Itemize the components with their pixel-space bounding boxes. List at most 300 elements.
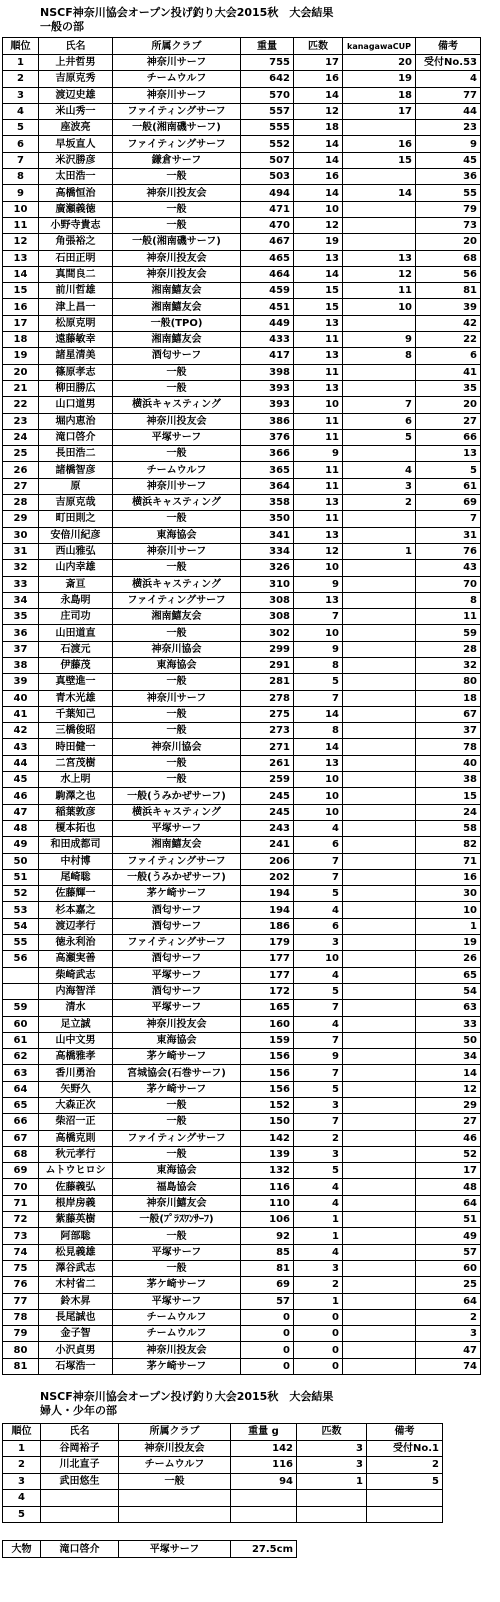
cell-club: 一般	[119, 1473, 231, 1490]
result-row	[3, 853, 481, 869]
cell-note: 82	[416, 837, 481, 853]
cell-count: 2	[294, 1130, 343, 1146]
cell-name: 西山雅弘	[39, 543, 113, 559]
cell-count: 9	[294, 1049, 343, 1065]
header-weight: 重量 g	[231, 1424, 297, 1441]
cell-count: 0	[294, 1326, 343, 1342]
cell-club: 一般	[113, 755, 241, 771]
cell-weight: 206	[241, 853, 294, 869]
cell-weight: 259	[241, 772, 294, 788]
cell-count: 5	[294, 1081, 343, 1097]
cell-count	[297, 1490, 367, 1507]
cell-count: 1	[297, 1473, 367, 1490]
cell-name: 高橋恒治	[39, 185, 113, 201]
result-row	[3, 1212, 481, 1228]
cell-count: 7	[294, 609, 343, 625]
cell-weight: 449	[241, 315, 294, 331]
cell-cup	[343, 169, 416, 185]
cell-club: 神奈川投友会	[113, 1342, 241, 1358]
cell-name: 小野寺貴志	[39, 217, 113, 233]
cell-weight: 364	[241, 478, 294, 494]
cell-name: 中村博	[39, 853, 113, 869]
cell-club: 酒匂サーフ	[113, 902, 241, 918]
cell-name: 座波亮	[39, 120, 113, 136]
cell-note: 59	[416, 625, 481, 641]
cell-club: 一般	[113, 1114, 241, 1130]
cell-name: 吉原克秀	[39, 71, 113, 87]
cell-weight: 755	[241, 55, 294, 71]
result-row	[3, 560, 481, 576]
cell-name: 内海智洋	[39, 983, 113, 999]
cell-cup	[343, 674, 416, 690]
cell-name: 真壁進一	[39, 674, 113, 690]
cell-club: 神奈川サーフ	[113, 87, 241, 103]
cell-note: 60	[416, 1260, 481, 1276]
cell-rank: 81	[3, 1358, 39, 1374]
cell-rank: 79	[3, 1326, 39, 1342]
cell-name: 渡辺孝行	[39, 918, 113, 934]
cell-note: 66	[416, 429, 481, 445]
cell-rank: 39	[3, 674, 39, 690]
header-name: 氏名	[39, 38, 113, 55]
header-weight: 重量	[241, 38, 294, 55]
result-row	[3, 706, 481, 722]
cell-count: 3	[294, 1260, 343, 1276]
result-row	[3, 332, 481, 348]
cell-name: 二宮茂樹	[39, 755, 113, 771]
cell-name: 伊藤茂	[39, 657, 113, 673]
cell-rank: 66	[3, 1114, 39, 1130]
cell-name: 庄司功	[39, 609, 113, 625]
cell-weight: 69	[241, 1277, 294, 1293]
result-row	[3, 511, 481, 527]
result-row	[3, 820, 481, 836]
cell-note: 80	[416, 674, 481, 690]
cell-note: 12	[416, 1081, 481, 1097]
cell-note: 17	[416, 1163, 481, 1179]
cell-club: 酒匂サーフ	[113, 951, 241, 967]
cell-count: 3	[294, 1146, 343, 1162]
result-row	[3, 152, 481, 168]
cell-count: 7	[294, 853, 343, 869]
result-row	[3, 1065, 481, 1081]
cell-weight: 81	[241, 1260, 294, 1276]
cell-count: 3	[297, 1440, 367, 1457]
result-row	[3, 1098, 481, 1114]
cell-cup	[343, 820, 416, 836]
cell-weight: 471	[241, 201, 294, 217]
cell-name	[41, 1490, 119, 1507]
cell-note: 40	[416, 755, 481, 771]
cell-note: 27	[416, 1114, 481, 1130]
cell-club: ファイティングサーフ	[113, 103, 241, 119]
cell-club: 宮城協会(石巻サーフ)	[113, 1065, 241, 1081]
cell-club: 東海協会	[113, 1163, 241, 1179]
cell-note: 22	[416, 332, 481, 348]
header-count: 匹数	[294, 38, 343, 55]
cell-cup	[343, 804, 416, 820]
cell-weight: 570	[241, 87, 294, 103]
cell-note: 19	[416, 935, 481, 951]
cell-note: 47	[416, 1342, 481, 1358]
result-row	[3, 1309, 481, 1325]
cell-name: 永島明	[39, 592, 113, 608]
result-row	[3, 1000, 481, 1016]
cell-weight: 341	[241, 527, 294, 543]
cell-name: 町田則之	[39, 511, 113, 527]
cell-club: 神奈川投友会	[113, 1016, 241, 1032]
cell-weight: 116	[231, 1457, 297, 1474]
cell-weight: 142	[241, 1130, 294, 1146]
cell-count: 11	[294, 478, 343, 494]
cell-name: 米沢勝彦	[39, 152, 113, 168]
cell-rank: 15	[3, 283, 39, 299]
cell-weight: 451	[241, 299, 294, 315]
cell-club: 茅ケ崎サーフ	[113, 1049, 241, 1065]
cell-rank: 2	[3, 71, 39, 87]
cell-weight: 459	[241, 283, 294, 299]
cell-cup	[343, 1081, 416, 1097]
cell-note: 4	[416, 71, 481, 87]
cell-cup	[343, 1114, 416, 1130]
cell-weight: 557	[241, 103, 294, 119]
cell-rank: 1	[3, 1440, 41, 1457]
cell-name: 米山秀一	[39, 103, 113, 119]
result-row	[3, 755, 481, 771]
cell-rank: 54	[3, 918, 39, 934]
cell-rank: 16	[3, 299, 39, 315]
general-subtitle: 一般の部	[40, 20, 84, 33]
cell-note: 20	[416, 397, 481, 413]
cell-club: 福島協会	[113, 1179, 241, 1195]
cell-cup	[343, 120, 416, 136]
cell-note: 29	[416, 1098, 481, 1114]
result-row	[3, 935, 481, 951]
cell-note: 23	[416, 120, 481, 136]
cell-cup	[343, 951, 416, 967]
result-row	[3, 543, 481, 559]
cell-count: 11	[294, 429, 343, 445]
result-row	[3, 1195, 481, 1211]
cell-weight: 470	[241, 217, 294, 233]
cell-note: 14	[416, 1065, 481, 1081]
result-row	[3, 169, 481, 185]
cell-cup	[343, 511, 416, 527]
result-row	[3, 266, 481, 282]
cell-cup	[343, 576, 416, 592]
cell-rank: 72	[3, 1212, 39, 1228]
cell-weight: 358	[241, 495, 294, 511]
cell-count: 8	[294, 723, 343, 739]
cell-rank: 20	[3, 364, 39, 380]
cell-count: 12	[294, 543, 343, 559]
cell-name: 澤谷武志	[39, 1260, 113, 1276]
cell-count: 10	[294, 560, 343, 576]
cell-club: 神奈川投友会	[113, 413, 241, 429]
cell-cup	[343, 641, 416, 657]
cell-cup	[343, 1179, 416, 1195]
cell-rank: 1	[3, 55, 39, 71]
cell-cup	[343, 1065, 416, 1081]
cell-club	[119, 1506, 231, 1523]
cell-weight: 334	[241, 543, 294, 559]
cell-cup	[343, 723, 416, 739]
cell-count: 10	[294, 201, 343, 217]
general-results-table	[2, 37, 481, 1375]
cell-count: 14	[294, 739, 343, 755]
result-row	[3, 657, 481, 673]
result-row	[3, 902, 481, 918]
cell-rank: 70	[3, 1179, 39, 1195]
cell-cup	[343, 1228, 416, 1244]
cell-rank: 46	[3, 788, 39, 804]
cell-weight: 152	[241, 1098, 294, 1114]
cell-weight: 350	[241, 511, 294, 527]
cell-note: 受付No.53	[416, 55, 481, 71]
cell-cup	[343, 1163, 416, 1179]
result-row	[3, 967, 481, 983]
cell-count: 19	[294, 234, 343, 250]
cell-club: 神奈川投友会	[113, 185, 241, 201]
cell-name: 矢野久	[39, 1081, 113, 1097]
result-row	[3, 609, 481, 625]
cell-count: 3	[294, 935, 343, 951]
cell-count: 17	[294, 55, 343, 71]
cell-weight: 464	[241, 266, 294, 282]
cell-club: 横浜キャスティング	[113, 495, 241, 511]
cell-club: 茅ケ崎サーフ	[113, 1277, 241, 1293]
cell-club: 一般	[113, 201, 241, 217]
cell-note: 67	[416, 706, 481, 722]
cell-club: 神奈川サーフ	[113, 55, 241, 71]
result-row	[3, 1358, 481, 1374]
cell-rank: 40	[3, 690, 39, 706]
cell-count: 0	[294, 1342, 343, 1358]
cell-name: 松原克明	[39, 315, 113, 331]
cell-name: 千葉知己	[39, 706, 113, 722]
cell-weight: 273	[241, 723, 294, 739]
cell-cup	[343, 1326, 416, 1342]
result-row	[3, 217, 481, 233]
cell-name: 諸星清美	[39, 348, 113, 364]
cell-rank: 36	[3, 625, 39, 641]
cell-rank: 29	[3, 511, 39, 527]
result-row	[3, 462, 481, 478]
cell-cup	[343, 625, 416, 641]
result-row	[3, 234, 481, 250]
cell-rank: 74	[3, 1244, 39, 1260]
cell-club: 一般	[113, 217, 241, 233]
result-row	[3, 120, 481, 136]
cell-count: 5	[294, 886, 343, 902]
cell-club: 一般(うみかぜサーフ)	[113, 869, 241, 885]
cell-rank: 48	[3, 820, 39, 836]
cell-note: 57	[416, 1244, 481, 1260]
cell-note: 5	[416, 462, 481, 478]
cell-rank: 11	[3, 217, 39, 233]
cell-name: 篠原孝志	[39, 364, 113, 380]
cell-name: 上井哲男	[39, 55, 113, 71]
cell-cup: 2	[343, 495, 416, 511]
cell-weight: 245	[241, 804, 294, 820]
cell-note: 61	[416, 478, 481, 494]
cell-rank: 12	[3, 234, 39, 250]
cell-rank: 56	[3, 951, 39, 967]
cell-weight: 365	[241, 462, 294, 478]
cell-name: 太田浩一	[39, 169, 113, 185]
cell-name: 柳田勝広	[39, 380, 113, 396]
cell-note: 44	[416, 103, 481, 119]
cell-note: 5	[367, 1473, 443, 1490]
cell-cup: 20	[343, 55, 416, 71]
cell-cup	[343, 918, 416, 934]
cell-club: チームウルフ	[113, 1309, 241, 1325]
cell-club: 平塚サーフ	[113, 967, 241, 983]
cell-name: 津上昌一	[39, 299, 113, 315]
result-row	[3, 1260, 481, 1276]
cell-rank: 75	[3, 1260, 39, 1276]
cell-club: 一般	[113, 674, 241, 690]
cell-count: 11	[294, 511, 343, 527]
cell-weight: 393	[241, 380, 294, 396]
cell-count: 15	[294, 299, 343, 315]
cell-note: 46	[416, 1130, 481, 1146]
cell-cup: 3	[343, 478, 416, 494]
cell-rank: 13	[3, 250, 39, 266]
cell-name: 徳永利治	[39, 935, 113, 951]
cell-count: 15	[294, 283, 343, 299]
cell-weight: 278	[241, 690, 294, 706]
result-row	[3, 1130, 481, 1146]
cell-note: 35	[416, 380, 481, 396]
cell-cup	[343, 853, 416, 869]
cell-cup	[343, 217, 416, 233]
cell-name: 鈴木昇	[39, 1293, 113, 1309]
cell-note: 26	[416, 951, 481, 967]
result-row	[3, 869, 481, 885]
cell-club: 茅ケ崎サーフ	[113, 1081, 241, 1097]
cell-cup: 4	[343, 462, 416, 478]
cell-count: 1	[294, 1293, 343, 1309]
result-row	[3, 103, 481, 119]
cell-cup	[343, 869, 416, 885]
big-fish-size: 27.5cm	[231, 1541, 297, 1558]
cell-count: 14	[294, 706, 343, 722]
cell-cup: 5	[343, 429, 416, 445]
cell-rank	[3, 983, 39, 999]
cell-name: 松見義雄	[39, 1244, 113, 1260]
cell-weight: 156	[241, 1065, 294, 1081]
result-row	[3, 380, 481, 396]
cell-cup: 17	[343, 103, 416, 119]
cell-club: 一般(湘南磯サーフ)	[113, 120, 241, 136]
cell-note: 79	[416, 201, 481, 217]
cell-rank: 27	[3, 478, 39, 494]
cell-count	[297, 1506, 367, 1523]
ladies-results-table	[2, 1423, 443, 1523]
result-row	[3, 625, 481, 641]
cell-count: 11	[294, 364, 343, 380]
cell-count: 13	[294, 380, 343, 396]
cell-club: 酒匂サーフ	[113, 918, 241, 934]
cell-name: 尾崎聡	[39, 869, 113, 885]
cell-name: 高橋雅孝	[39, 1049, 113, 1065]
cell-note: 受付No.1	[367, 1440, 443, 1457]
cell-club: チームウルフ	[113, 71, 241, 87]
cell-club: 一般	[113, 169, 241, 185]
cell-rank: 45	[3, 772, 39, 788]
header-row	[3, 1424, 443, 1441]
result-row	[3, 250, 481, 266]
cell-name: 谷岡裕子	[41, 1440, 119, 1457]
cell-rank: 18	[3, 332, 39, 348]
cell-count: 2	[294, 1277, 343, 1293]
cell-name: 佐藤義弘	[39, 1179, 113, 1195]
cell-name: ムトウヒロシ	[39, 1163, 113, 1179]
cell-count: 10	[294, 397, 343, 413]
cell-count: 1	[294, 1228, 343, 1244]
cell-weight: 159	[241, 1032, 294, 1048]
cell-rank: 60	[3, 1016, 39, 1032]
cell-note: 55	[416, 185, 481, 201]
cell-note	[367, 1490, 443, 1507]
cell-rank: 77	[3, 1293, 39, 1309]
cell-rank: 37	[3, 641, 39, 657]
cell-count: 3	[297, 1457, 367, 1474]
cell-club: 神奈川投友会	[119, 1440, 231, 1457]
cell-weight: 186	[241, 918, 294, 934]
cell-rank: 10	[3, 201, 39, 217]
cell-club: 平塚サーフ	[113, 1000, 241, 1016]
cell-rank: 65	[3, 1098, 39, 1114]
cell-note: 56	[416, 266, 481, 282]
cell-weight: 150	[241, 1114, 294, 1130]
cell-name: 香川勇治	[39, 1065, 113, 1081]
cell-club: 酒匂サーフ	[113, 348, 241, 364]
cell-name: 前川哲雄	[39, 283, 113, 299]
cell-count: 13	[294, 755, 343, 771]
cell-club: 湘南鱚友会	[113, 332, 241, 348]
cell-cup	[343, 1098, 416, 1114]
cell-cup: 12	[343, 266, 416, 282]
cell-name: 杉本嘉之	[39, 902, 113, 918]
cell-count: 4	[294, 902, 343, 918]
cell-rank: 5	[3, 1506, 41, 1523]
cell-note: 1	[416, 918, 481, 934]
cell-rank: 6	[3, 136, 39, 152]
cell-name: 山口道男	[39, 397, 113, 413]
header-rank: 順位	[3, 38, 39, 55]
result-row	[3, 283, 481, 299]
result-row	[3, 1326, 481, 1342]
cell-club: 神奈川サーフ	[113, 478, 241, 494]
cell-name: 山内幸雄	[39, 560, 113, 576]
cell-cup	[343, 772, 416, 788]
cell-note: 38	[416, 772, 481, 788]
cell-note: 15	[416, 788, 481, 804]
result-row	[3, 951, 481, 967]
cell-rank: 30	[3, 527, 39, 543]
cell-note: 76	[416, 543, 481, 559]
cell-name: 紫藤英樹	[39, 1212, 113, 1228]
cell-name: 渡辺史雄	[39, 87, 113, 103]
cell-rank: 14	[3, 266, 39, 282]
cell-rank: 61	[3, 1032, 39, 1048]
cell-name: 駒澤之也	[39, 788, 113, 804]
cell-note: 24	[416, 804, 481, 820]
cell-club: 一般(ﾌﾟﾗｽﾜﾝｻｰﾌ)	[113, 1212, 241, 1228]
cell-weight: 177	[241, 967, 294, 983]
